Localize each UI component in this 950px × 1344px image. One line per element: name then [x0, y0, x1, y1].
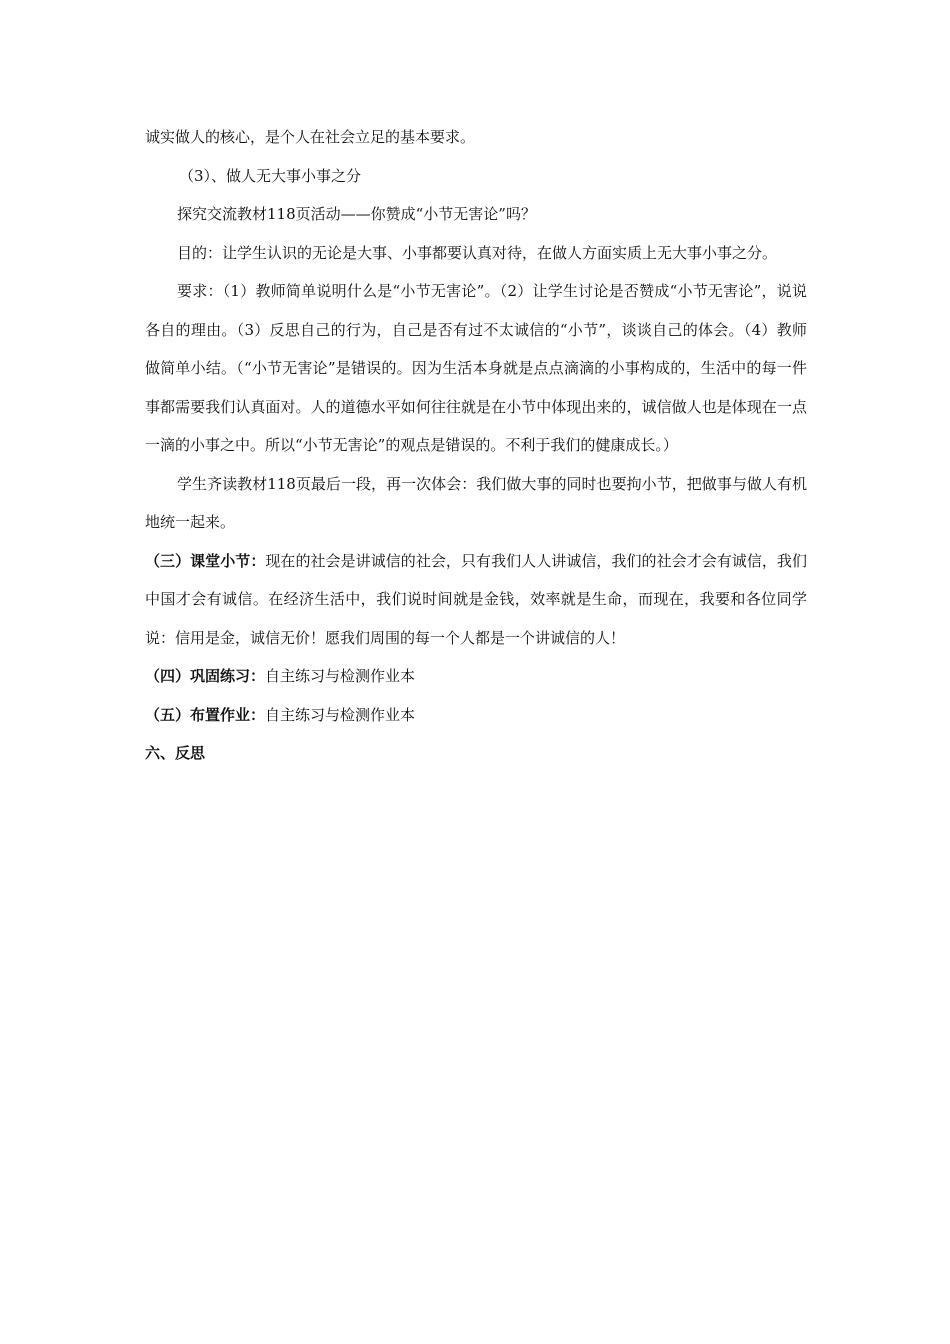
paragraph-reading: 学生齐读教材118页最后一段，再一次体会：我们做大事的同时也要拘小节，把做事与做人有机地统一起来。 — [145, 474, 807, 531]
practice-heading: （四）巩固练习： — [145, 667, 266, 685]
subheading-no-big-small: （3）、做人无大事小事之分 — [179, 166, 362, 185]
section-homework — [145, 696, 807, 735]
paragraph-requirements: 要求：（1）教师简单说明什么是“小节无害论”。（2）让学生讨论是否赞成“小节无害论”，说说各自的理由。（3）反思自己的行为，自己是否有过不太诚信的“小节”，谈谈自己的体会。（4）教师做简单小结。（“小节无害论”是错误的。因为生活本身就是点点滴滴的小事构成的，生活中的每一件事都需要我们认真面对。人的道德水平如何往往就是在小节中体现出来的，诚信做人也是体现在一点一滴的小事之中。所以“小节无害论”的观点是错误的。不利于我们的健康成长。） — [145, 282, 807, 454]
section-practice — [145, 657, 807, 696]
practice-text: 自主练习与检测作业本 — [265, 667, 416, 685]
section-summary — [145, 542, 807, 658]
paragraph-honesty-core: 诚实做人的核心，是个人在社会立足的基本要求。 — [145, 128, 476, 146]
summary-heading: （三）课堂小节： — [145, 551, 266, 570]
document-page — [145, 118, 807, 773]
homework-text: 自主练习与检测作业本 — [265, 705, 416, 724]
paragraph-purpose: 目的：让学生认识的无论是大事、小事都要认真对待，在做人方面实质上无大事小事之分。 — [177, 243, 778, 262]
paragraph-activity: 探究交流教材118页活动——你赞成“小节无害论”吗？ — [177, 205, 536, 223]
homework-heading: （五）布置作业： — [145, 705, 266, 724]
summary-text: 现在的社会是讲诚信的社会，只有我们人人讲诚信，我们的社会才会有诚信，我们中国才会有诚信。在经济生活中，我们说时间就是金钱，效率就是生命，而现在，我要和各位同学说：信用是金，诚信无价！愿我们周围的每一个人都是一个讲诚信的人！ — [145, 551, 807, 647]
reflection-heading: 六、反思 — [145, 744, 206, 762]
